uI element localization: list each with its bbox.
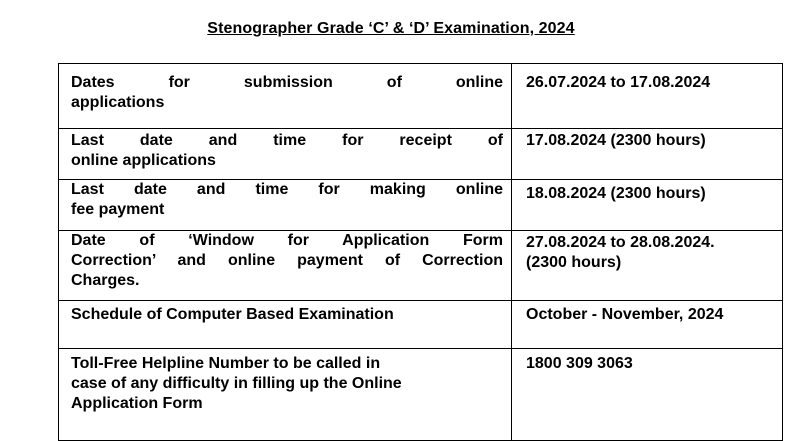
value-line: 26.07.2024 to 17.08.2024	[526, 74, 711, 91]
label-line: Application Form	[71, 395, 203, 412]
row-value-cell	[512, 301, 783, 349]
page-title: Stenographer Grade ‘C’ & ‘D’ Examination, 2024	[207, 20, 575, 37]
value-line: (2300 hours)	[526, 254, 622, 271]
label-line: fee payment	[71, 201, 165, 218]
label-line: Charges.	[71, 272, 140, 289]
row-label-cell	[59, 129, 512, 180]
label-line: Last date and time for making online	[71, 181, 503, 198]
value-line: 1800 309 3063	[526, 355, 633, 372]
row-label-cell	[59, 301, 512, 349]
label-line: Schedule of Computer Based Examination	[71, 306, 394, 323]
row-value-cell	[512, 64, 783, 129]
row-label-cell	[59, 349, 512, 441]
row-value-cell	[512, 349, 783, 441]
table-row	[59, 349, 783, 441]
label-line: case of any difficulty in filling up the Online	[71, 375, 402, 392]
label-line: Dates for submission of online	[71, 74, 503, 91]
table-row	[59, 129, 783, 180]
table-row	[59, 301, 783, 349]
row-value-cell	[512, 231, 783, 301]
row-value-cell	[512, 180, 783, 231]
label-line: Toll-Free Helpline Number to be called in	[71, 355, 381, 372]
table-row	[59, 180, 783, 231]
row-label-cell	[59, 180, 512, 231]
row-label-cell	[59, 231, 512, 301]
table-row	[59, 231, 783, 301]
label-line: Last date and time for receipt of	[71, 132, 503, 149]
value-line: October - November, 2024	[526, 306, 724, 323]
row-label-cell	[59, 64, 512, 129]
label-line: applications	[71, 94, 165, 111]
label-line: online applications	[71, 152, 216, 169]
value-line: 18.08.2024 (2300 hours)	[526, 185, 706, 202]
label-line: Date of ‘Window for Application Form	[71, 232, 503, 249]
value-line: 17.08.2024 (2300 hours)	[526, 132, 706, 149]
value-line: 27.08.2024 to 28.08.2024.	[526, 234, 715, 251]
schedule-table	[58, 63, 783, 441]
table-row	[59, 64, 783, 129]
label-line: Correction’ and online payment of Correction	[71, 252, 503, 269]
row-value-cell	[512, 129, 783, 180]
